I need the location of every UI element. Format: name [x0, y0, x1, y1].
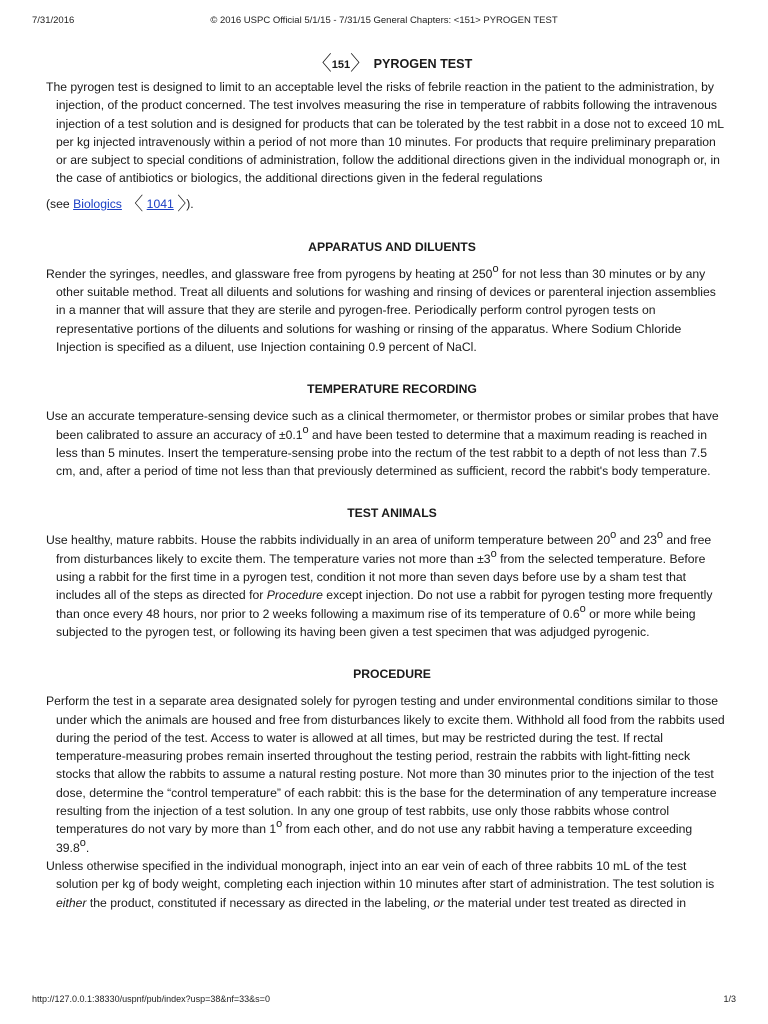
- degree-mark: o: [579, 602, 586, 615]
- section-heading-procedure: PROCEDURE: [353, 667, 431, 682]
- degree-mark: o: [302, 423, 309, 436]
- apparatus-paragraph: [46, 262, 726, 356]
- procedure-paragraph-2: [46, 857, 726, 912]
- document-body: [46, 50, 738, 912]
- page-number: 1/3: [723, 994, 736, 1004]
- intro-ref-prefix: (see: [46, 196, 74, 211]
- procedure2-text-a: Unless otherwise specified in the individual monograph, inject into an ear vein of each of three rabbits 10 mL of the test solution per kg of body weight, completing each injection within 10 minutes after start of administration. The test solution is: [46, 858, 715, 892]
- temperature-text-b: and have been tested to determine that a maximum reading is reached in less than 5 minutes. Insert the temperature-sensing probe into the rectum of the test rabbit to a depth of not less than 7.5 cm, and, after a period of time not less than that previously determined as sufficient, record the rabbit's body temperature.: [56, 427, 711, 479]
- degree-mark: o: [490, 547, 497, 560]
- procedure-text-b: from each other, and do not use any rabbit having a temperature exceeding 39.8: [56, 822, 693, 855]
- procedure2-text-b: the product, constituted if necessary as directed in the labeling,: [86, 895, 434, 910]
- animals-text-f: or more while being subjected to the pyrogen test, or following its having been given a test specimen that was adjudged pyrogenic.: [56, 606, 696, 639]
- either-emphasis: either: [56, 895, 87, 910]
- or-emphasis: or: [433, 895, 445, 910]
- page-title: [46, 50, 738, 78]
- degree-mark: o: [79, 836, 86, 849]
- section-heading-apparatus: APPARATUS AND DILUENTS: [308, 239, 476, 254]
- animals-paragraph: [46, 531, 726, 641]
- apparatus-text-a: Render the syringes, needles, and glassware free from pyrogens by heating at 250: [46, 266, 493, 281]
- apparatus-text-b: for not less than 30 minutes or by any other suitable method. Treat all diluents and solutions for washing and rinsing of devices or parenteral injection assemblies in a manner that will assure that they are sterile and pyrogen-free. Periodically perform control pyrogen tests on representative portions of the diluents and solutions for washing or rinsing of the apparatus. Where Sodium Chloride Injection is specified as a diluent, use Injection containing 0.9 percent of NaCl.: [56, 266, 716, 354]
- ref-left-bracket: 〈: [125, 193, 144, 214]
- intro-reference: [46, 188, 726, 214]
- animals-text-c: and free from disturbances likely to excite them. The temperature varies not more than ±3: [56, 533, 712, 566]
- intro-text: The pyrogen test is designed to limit to an acceptable level the risks of febrile reaction in the patient to the administration, by injection, of the product concerned. The test involves measuring the rise in temperature of rabbits following the intravenous injection of a test solution and is designed for products that can be tolerated by the test rabbit in a dose not to exceed 10 mL per kg injected intravenously within a period of not more than 10 minutes. For products that require preliminary preparation or are subject to special conditions of administration, follow the additional directions given in the individual monograph or, in the case of antibiotics or biologics, the additional directions given in the federal regulations: [46, 80, 724, 186]
- procedure-text-a: Perform the test in a separate area designated solely for pyrogen testing and under environmental conditions similar to those under which the animals are housed and free from disturbances likely to excite them. Withhold all food from the rabbits used during the period of the test. Access to water is allowed at all times, but may be restricted during the test. If rectal temperature-measuring probes remain inserted throughout the testing period, restrain the rabbits with light-fitting neck stocks that allow the rabbits to assume a natural resting posture. Not more than 30 minutes prior to the injection of the test dose, determine the “control temperature” of each rabbit: this is the base for the determination of any temperature increase resulting from the injection of a test solution. In any one group of test rabbits, use only those rabbits whose control temperatures do not vary by more than 1: [46, 694, 725, 837]
- animals-text-a: Use healthy, mature rabbits. House the rabbits individually in an area of uniform temperature between 20: [46, 533, 611, 548]
- title-text: PYROGEN TEST: [373, 57, 473, 71]
- intro-ref-suffix: ).: [186, 196, 194, 211]
- section-heading-temperature: TEMPERATURE RECORDING: [307, 382, 477, 397]
- degree-mark: o: [276, 818, 283, 831]
- animals-text-e: except injection. Do not use a rabbit for pyrogen testing more frequently than once every 48 hours, nor prior to 2 weeks following a maximum rise of its temperature of 0.6: [56, 588, 713, 621]
- print-date: 7/31/2016: [32, 15, 75, 26]
- biologics-link[interactable]: Biologics: [73, 196, 122, 211]
- intro-paragraph: [46, 78, 726, 188]
- temperature-paragraph: [46, 407, 726, 480]
- title-right-bracket: 〉: [350, 53, 371, 75]
- animals-text-b: and 23: [616, 533, 657, 548]
- procedure2-text-c: the material under test treated as directed in: [444, 895, 687, 910]
- temperature-text-a: Use an accurate temperature-sensing device such as a clinical thermometer, or thermistor probes or similar probes that have been calibrated to assure an accuracy of ±0.1: [46, 409, 719, 442]
- section-heading-animals: TEST ANIMALS: [347, 506, 437, 521]
- chapter-number: 151: [331, 59, 351, 71]
- chapter-1041-link[interactable]: 1041: [146, 196, 174, 211]
- degree-mark: o: [656, 529, 664, 542]
- procedure-text-c: .: [85, 840, 90, 855]
- animals-text-d: from the selected temperature. Before using a rabbit for the first time in a pyrogen test, condition it not more than seven days before use by a sham test that includes all of the steps as directed for: [56, 551, 706, 603]
- procedure-emphasis: Procedure: [266, 588, 323, 603]
- ref-right-bracket: 〉: [177, 193, 187, 214]
- print-header-title: © 2016 USPC Official 5/1/15 - 7/31/15 General Chapters: <151> PYROGEN TEST: [210, 15, 558, 26]
- degree-mark: o: [610, 529, 617, 542]
- procedure-paragraph-1: [46, 692, 726, 857]
- degree-mark: o: [492, 262, 499, 275]
- title-left-bracket: 〈: [311, 53, 332, 75]
- page-url: http://127.0.0.1:38330/uspnf/pub/index?usp=38&nf=33&s=0: [32, 994, 270, 1004]
